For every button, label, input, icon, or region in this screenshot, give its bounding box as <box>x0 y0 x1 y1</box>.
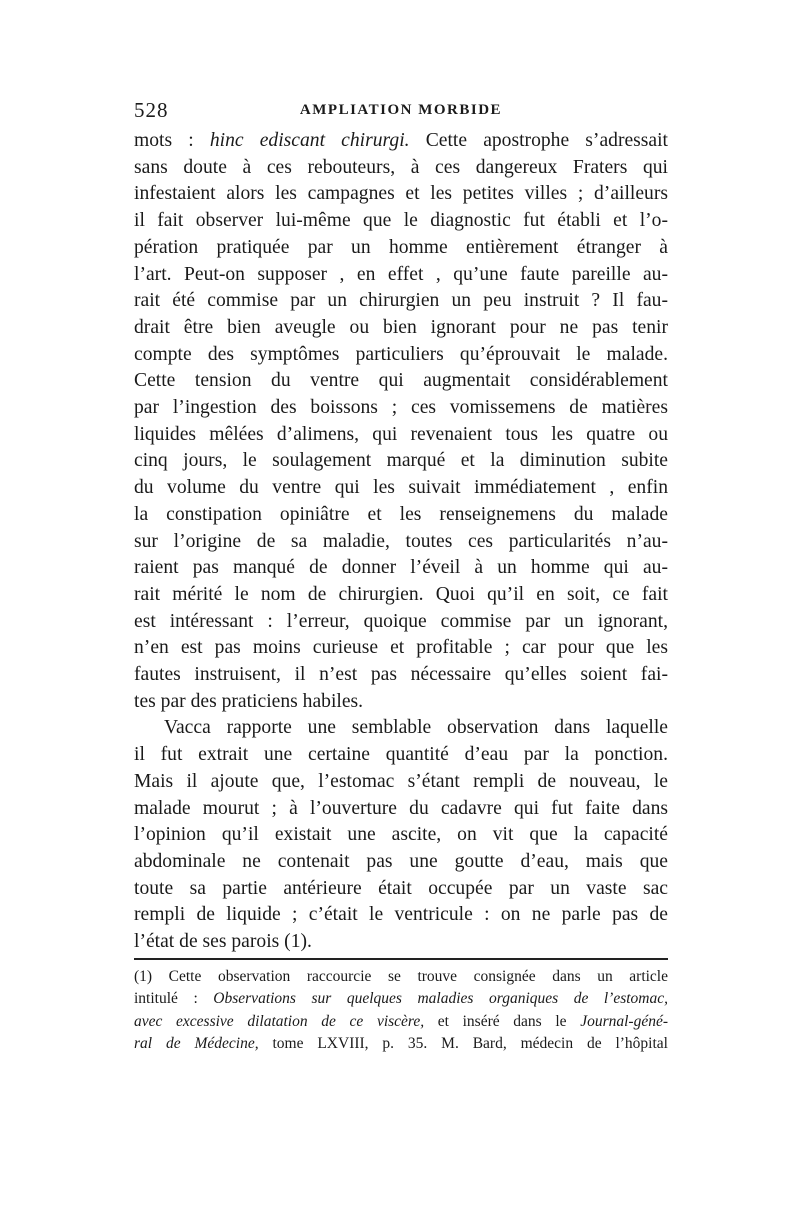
text-line: pération pratiquée par un homme entièrement étranger à <box>134 236 668 258</box>
text-line: fautes instruisent, il n’est pas nécessaire qu’elles soient fai- <box>134 664 668 686</box>
text-line: l’état de ses parois (1). <box>134 931 312 953</box>
footnote-line: (1) Cette observation raccourcie se trouve consignée dans un article <box>134 968 668 985</box>
text-line: Mais il ajoute que, l’estomac s’étant rempli de nouveau, le <box>134 770 668 792</box>
text-line: raient pas manqué de donner l’éveil à un homme qui au- <box>134 557 668 579</box>
page-number: 528 <box>134 98 169 122</box>
text-line: drait être bien aveugle ou bien ignorant pour ne pas tenir <box>134 316 668 338</box>
text-line: toute sa partie antérieure était occupée par un vaste sac <box>134 877 668 899</box>
footnote <box>134 966 668 1055</box>
footnote-line: intitulé : Observations sur quelques maladies organiques de l’estomac, <box>134 990 668 1008</box>
text-line: abdominale ne contenait pas une goutte d’eau, mais que <box>134 850 668 872</box>
text-line: n’en est pas moins curieuse et profitable ; car pour que les <box>134 637 668 659</box>
text-line: sur l’origine de sa maladie, toutes ces particularités n’au- <box>134 530 668 552</box>
running-title: AMPLIATION MORBIDE <box>299 102 503 118</box>
text-line: sans doute à ces rebouteurs, à ces dangereux Fraters qui <box>134 156 668 178</box>
text-line: Vacca rapporte une semblable observation dans laquelle <box>164 717 668 739</box>
text-line: Cette tension du ventre qui augmentait considérablement <box>134 370 668 392</box>
text-line: malade mourut ; à l’ouverture du cadavre qui fut faite dans <box>134 797 668 819</box>
footnote-line: ral de Médecine, tome LXVIII, p. 35. M. Bard, médecin de l’hôpital <box>134 1034 668 1052</box>
text-line: tes par des praticiens habiles. <box>134 690 364 712</box>
text-line: infestaient alors les campagnes et les petites villes ; d’ailleurs <box>134 183 668 205</box>
text-line: la constipation opiniâtre et les renseignemens du malade <box>134 503 668 525</box>
footnote-line: avec excessive dilatation de ce viscère, et inséré dans le Journal-géné- <box>134 1012 668 1030</box>
text-line: rait mérité le nom de chirurgien. Quoi qu’il en soit, ce fait <box>134 583 668 605</box>
text-line: rempli de liquide ; c’était le ventricule : on ne parle pas de <box>134 904 668 926</box>
text-line: par l’ingestion des boissons ; ces vomissemens de matières <box>134 397 668 419</box>
text-line: l’art. Peut-on supposer , en effet , qu’une faute pareille au- <box>134 263 668 285</box>
text-line: l’opinion qu’il existait une ascite, on vit que la capacité <box>134 824 668 846</box>
footnote-rule <box>134 958 668 960</box>
text-line: il fait observer lui-même que le diagnostic fut établi et l’o- <box>134 210 668 232</box>
text-line: compte des symptômes particuliers qu’éprouvait le malade. <box>134 343 668 365</box>
running-head <box>134 95 668 125</box>
text-line: du volume du ventre qui les suivait immédiatement , enfin <box>134 477 668 499</box>
text-line: est intéressant : l’erreur, quoique commise par un ignorant, <box>134 610 668 632</box>
text-line: liquides mêlées d’alimens, qui revenaient tous les quatre ou <box>134 423 668 445</box>
text-line: mots : hinc ediscant chirurgi. Cette apostrophe s’adressait <box>134 130 669 151</box>
body-text <box>134 128 668 956</box>
paragraph-1 <box>134 128 668 715</box>
text-line: il fut extrait une certaine quantité d’eau par la ponction. <box>134 744 668 766</box>
text-line: cinq jours, le soulagement marqué et la diminution subite <box>134 450 668 472</box>
paragraph-2 <box>134 715 668 955</box>
text-line: rait été commise par un chirurgien un peu instruit ? Il fau- <box>134 290 668 312</box>
